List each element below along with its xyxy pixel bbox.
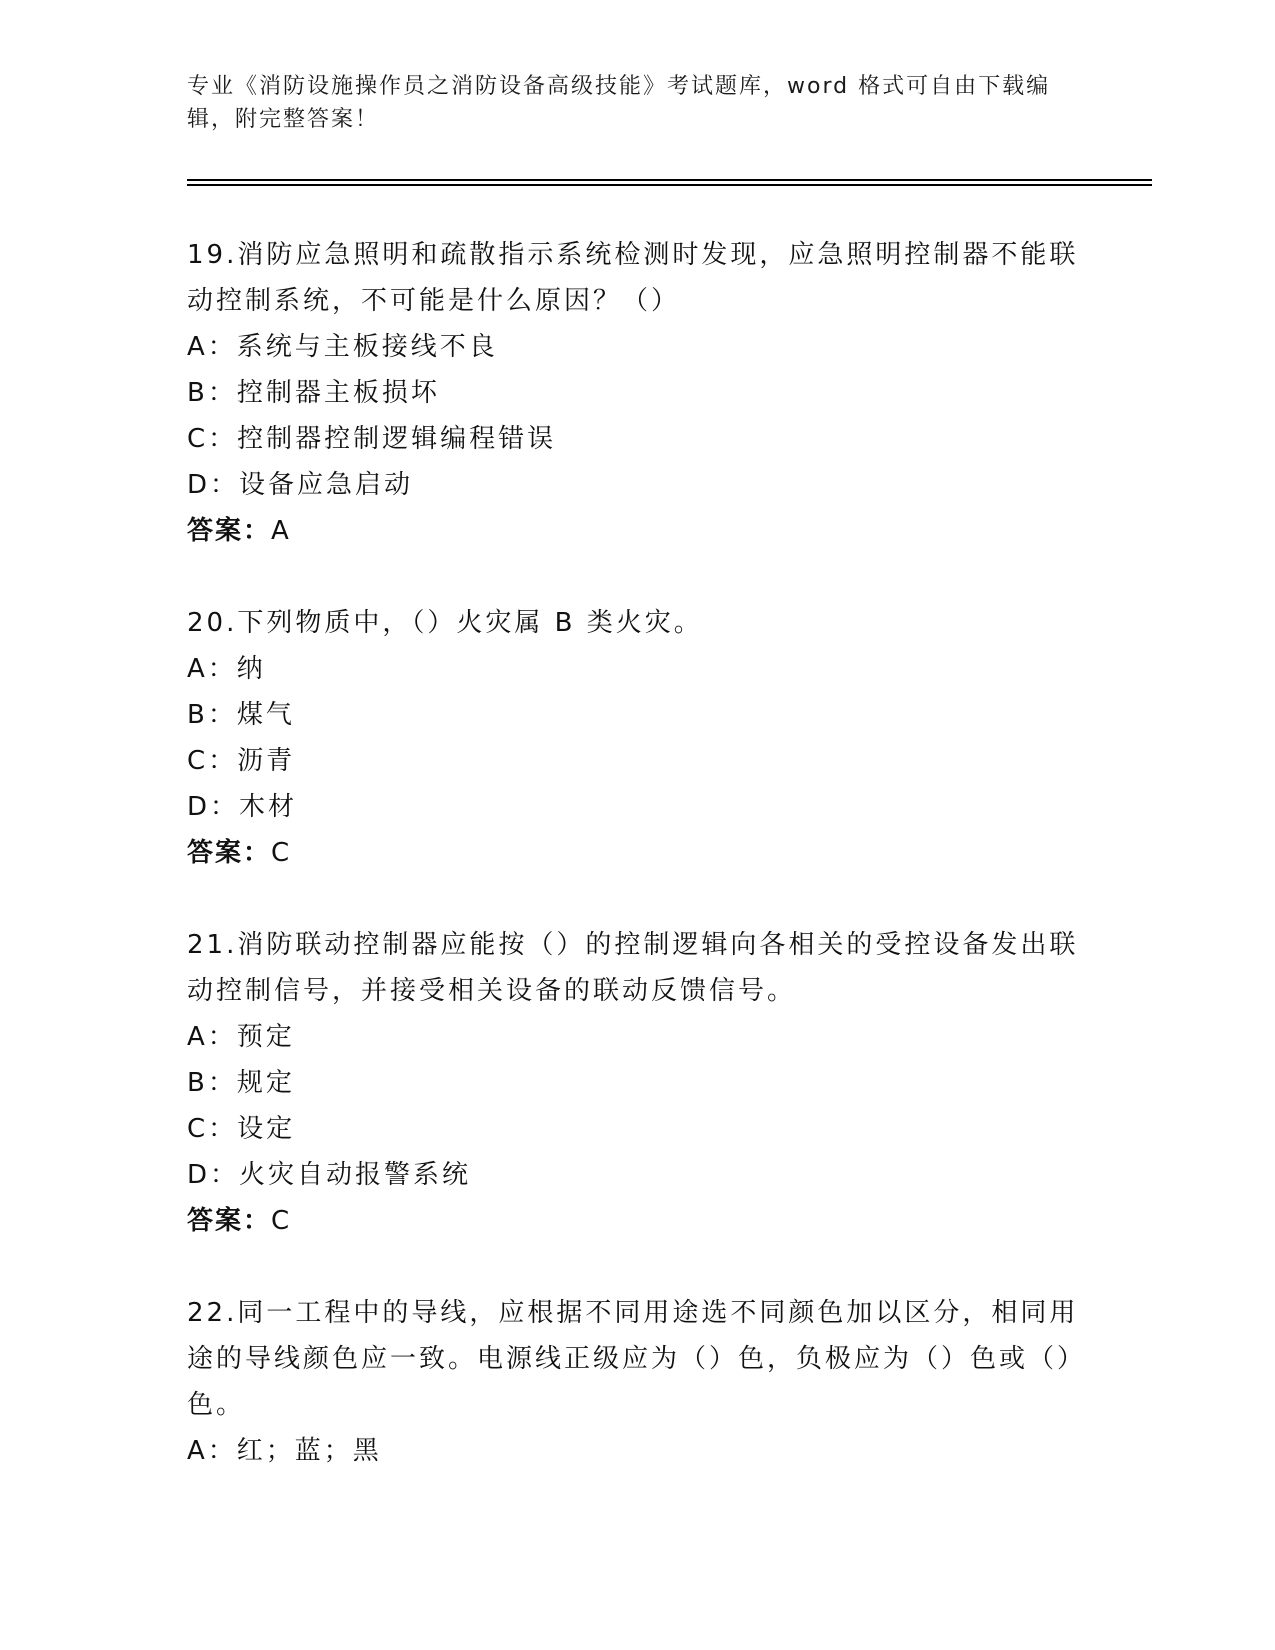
option-text: 沥青 [237,746,296,776]
header-rule-top [187,179,1152,181]
option-key: D： [187,470,240,500]
option-text: 控制器主板损坏 [236,378,440,408]
question-stem: 20.下列物质中，（）火灾属 B 类火灾。 [187,608,703,638]
option-text: 设定 [237,1114,296,1144]
answer-label: 答案： [187,1206,272,1236]
option-key: C： [187,1114,238,1144]
option-key: A： [187,654,237,684]
question-20 [187,600,1087,876]
option-a [187,646,1087,692]
document-header [187,70,1067,136]
answer-value: A [271,516,291,546]
option-a [187,1428,1087,1474]
option-b [187,370,1087,416]
option-d [187,1152,1087,1198]
option-text: 火灾自动报警系统 [239,1160,472,1190]
option-key: B： [187,378,237,408]
option-text: 纳 [236,654,266,684]
question-21 [187,922,1087,1244]
question-stem: 22.同一工程中的导线，应根据不同用途选不同颜色加以区分，相同用途的导线颜色应一致。电源线正级应为（）色，负极应为（）色或（）色。 [187,1298,1087,1420]
question-22 [187,1290,1087,1474]
option-text: 设备应急启动 [239,470,414,500]
option-c [187,1106,1087,1152]
option-text: 系统与主板接线不良 [236,332,498,362]
question-19 [187,232,1087,554]
question-stem: 19.消防应急照明和疏散指示系统检测时发现，应急照明控制器不能联动控制系统，不可能是什么原因？（） [187,240,1079,316]
answer-value: C [271,838,292,868]
header-line-1: 专业《消防设施操作员之消防设备高级技能》考试题库，word 格式可自由下载编 [187,74,1051,99]
option-b [187,692,1087,738]
option-b [187,1060,1087,1106]
option-d [187,462,1087,508]
option-c [187,416,1087,462]
option-d [187,784,1087,830]
option-a [187,324,1087,370]
question-stem: 21.消防联动控制器应能按（）的控制逻辑向各相关的受控设备发出联动控制信号，并接受相关设备的联动反馈信号。 [187,930,1079,1006]
option-text: 煤气 [236,700,295,730]
option-text: 木材 [239,792,298,822]
option-key: D： [187,1160,240,1190]
option-a [187,1014,1087,1060]
answer-line [187,508,1087,554]
header-line-2: 辑，附完整答案！ [187,107,380,132]
answer-label: 答案： [187,838,272,868]
question-list [187,232,1087,1520]
answer-line [187,1198,1087,1244]
option-text: 红；蓝；黑 [236,1436,382,1466]
option-key: A： [187,1022,237,1052]
option-text: 规定 [236,1068,295,1098]
option-key: C： [187,424,238,454]
option-key: B： [187,700,237,730]
option-c [187,738,1087,784]
option-key: A： [187,332,237,362]
option-text: 控制器控制逻辑编程错误 [237,424,557,454]
option-key: A： [187,1436,237,1466]
option-key: C： [187,746,238,776]
answer-value: C [271,1206,292,1236]
option-text: 预定 [236,1022,295,1052]
answer-line [187,830,1087,876]
answer-label: 答案： [187,516,272,546]
option-key: B： [187,1068,237,1098]
option-key: D： [187,792,240,822]
header-rule-bottom [187,184,1152,186]
